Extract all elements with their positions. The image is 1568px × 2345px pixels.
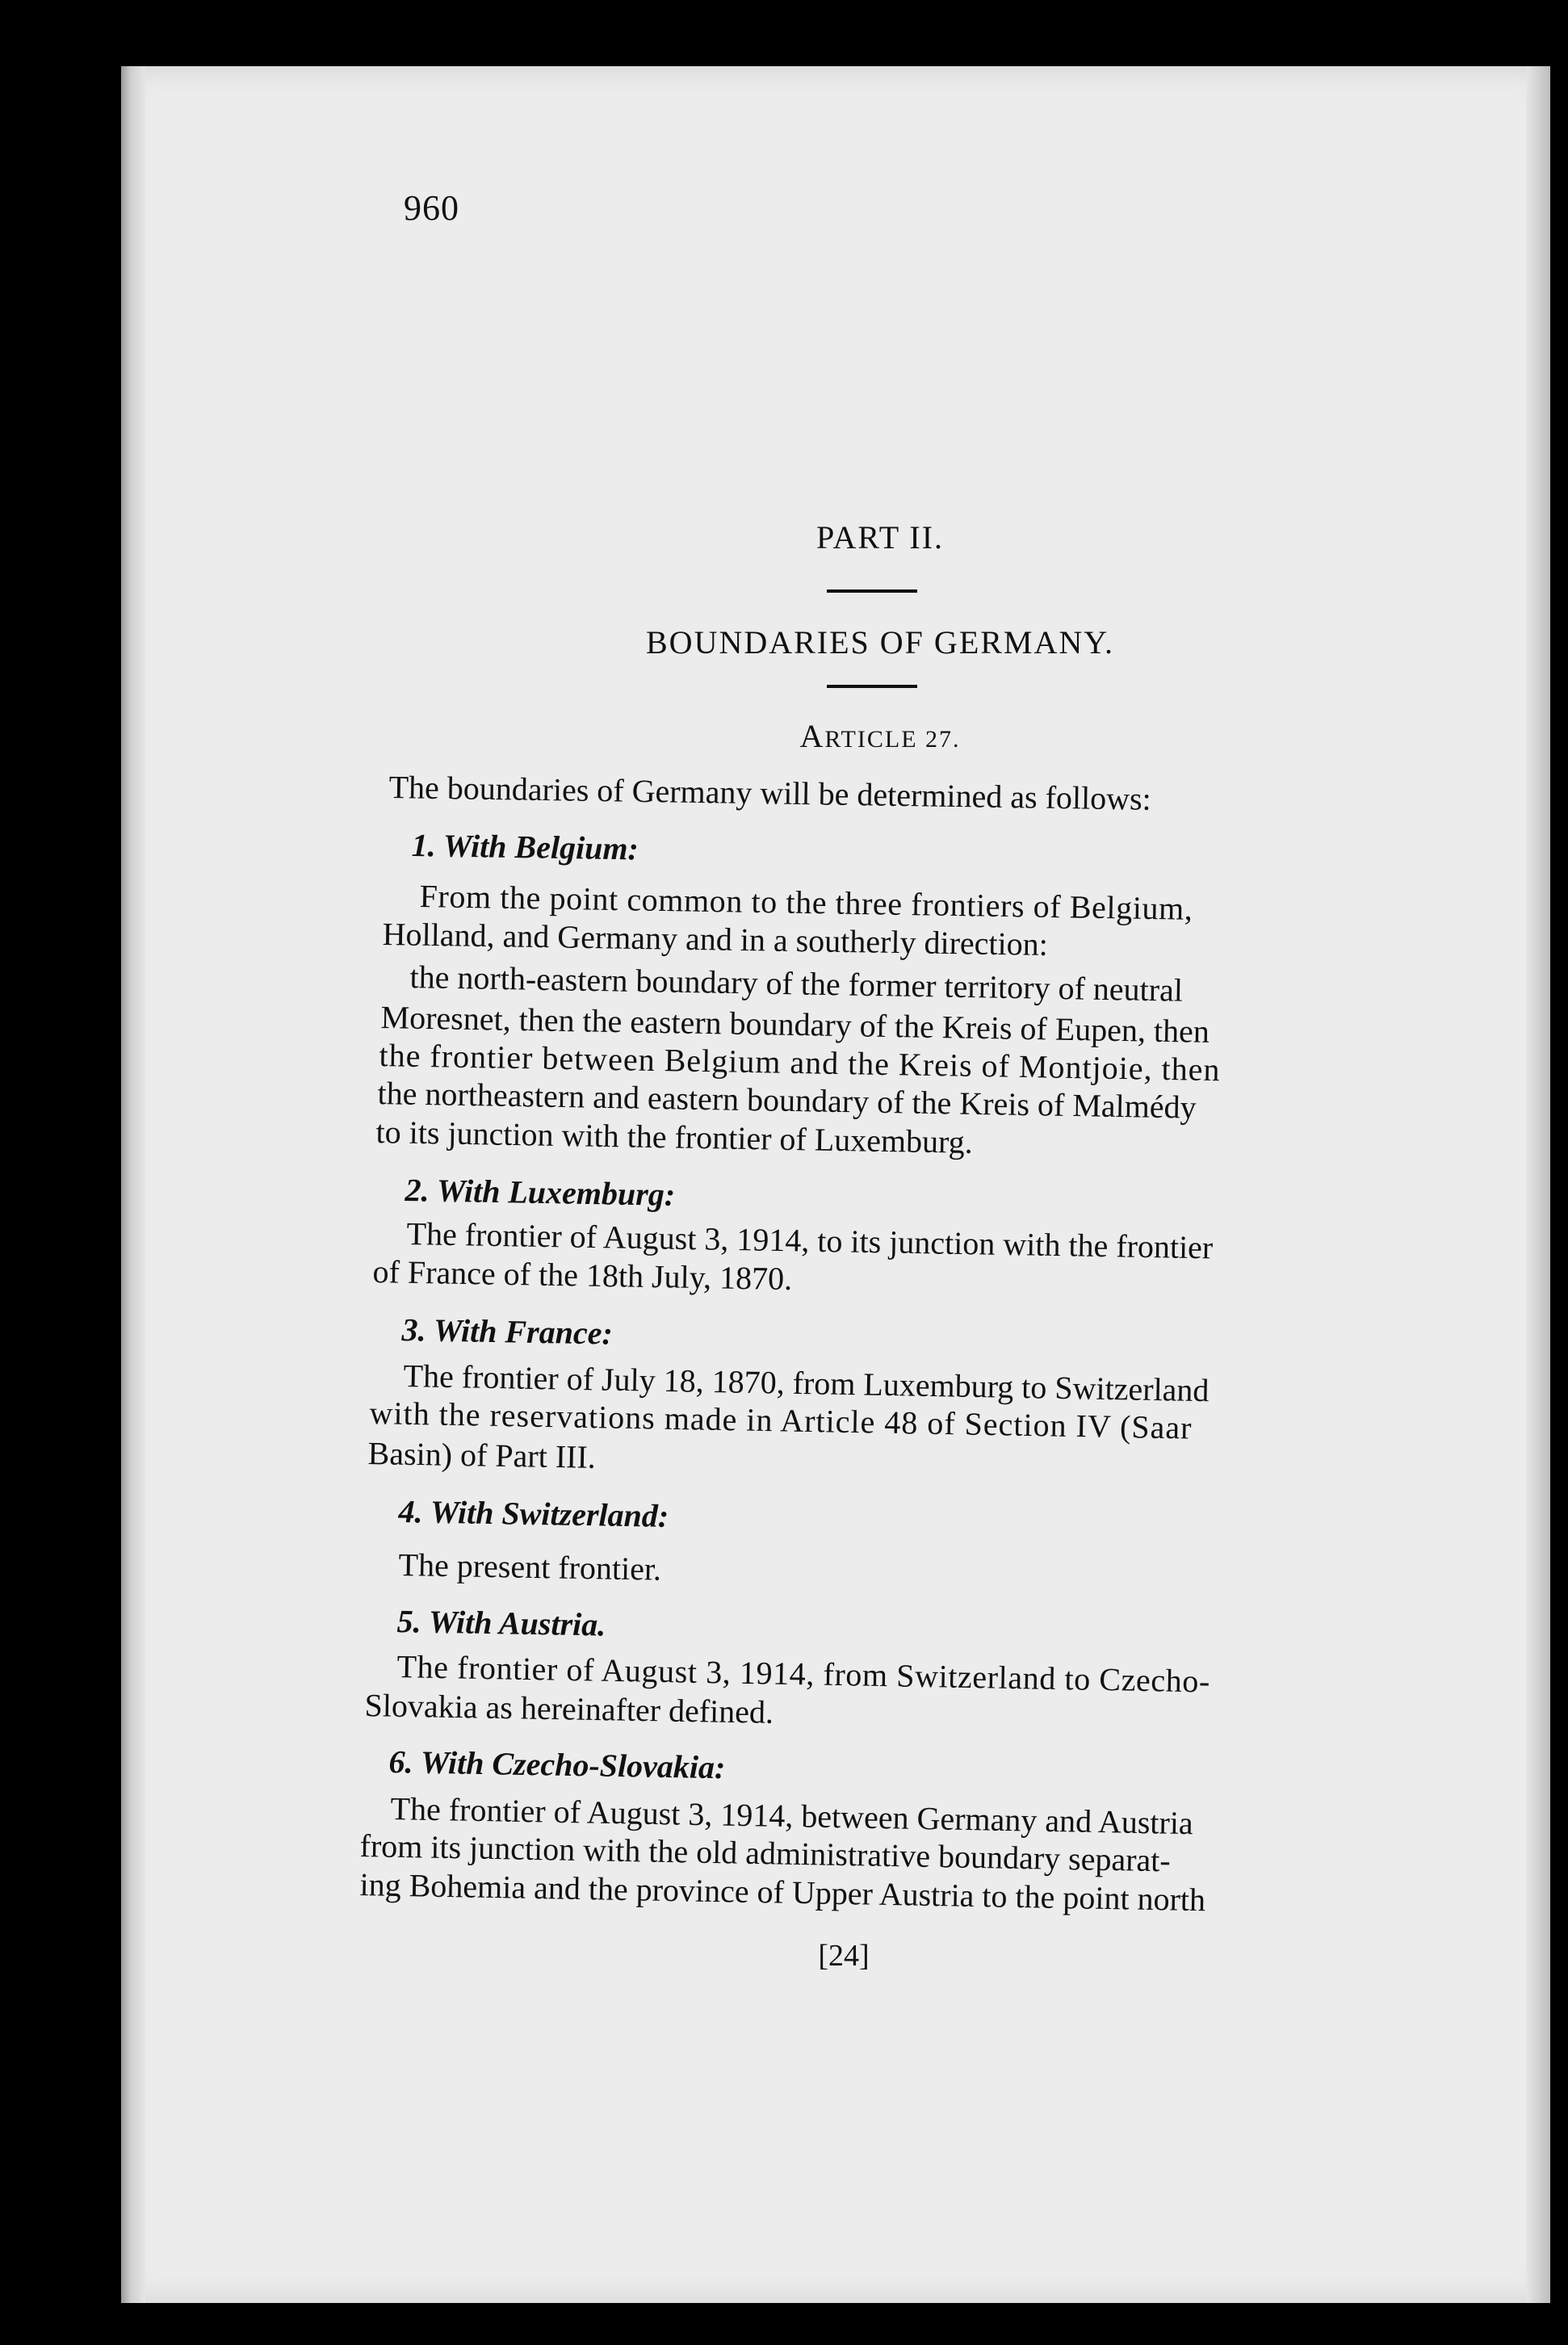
body-line: Holland, and Germany and in a southerly direction:	[382, 916, 1049, 963]
body-line: of France of the 18th July, 1870.	[372, 1253, 793, 1298]
body-line: The present frontier.	[398, 1546, 662, 1588]
body-line: to its junction with the frontier of Luxemburg.	[375, 1114, 974, 1160]
article-title-initial: A	[799, 718, 825, 754]
subheading-austria: 5. With Austria.	[396, 1603, 606, 1643]
folio-number: [24]	[818, 1939, 870, 1973]
subheading-france: 3. With France:	[401, 1311, 614, 1352]
subheading-belgium: 1. With Belgium:	[411, 827, 639, 867]
title-rule-upper	[827, 589, 917, 593]
body-line: Moresnet, then the eastern boundary of the Kreis of Eupen, then	[380, 999, 1210, 1050]
subheading-luxemburg: 2. With Luxemburg:	[405, 1172, 676, 1213]
article-title	[0, 717, 1568, 755]
body-line: Slovakia as hereinafter defined.	[364, 1687, 774, 1730]
body-line: from its junction with the old administrative boundary separat-	[359, 1827, 1172, 1879]
body-line: ing Bohemia and the province of Upper Austria to the point north	[359, 1866, 1206, 1919]
body-line: The frontier of July 18, 1870, from Luxemburg to Switzerland	[403, 1357, 1210, 1409]
body-line: the north-eastern boundary of the former territory of neutral	[409, 959, 1184, 1009]
body-line: The frontier of August 3, 1914, to its junction with the frontier	[406, 1215, 1214, 1266]
title-rule-lower	[827, 685, 917, 688]
body-line: the northeastern and eastern boundary of the Kreis of Malmédy	[377, 1075, 1197, 1126]
article-title-rest: RTICLE 27.	[824, 726, 961, 753]
subheading-czecho-slovakia: 6. With Czecho-Slovakia:	[388, 1743, 726, 1786]
body-line: Basin) of Part III.	[367, 1435, 597, 1475]
body-line: with the reservations made in Article 48 of Section IV (Saar	[369, 1395, 1193, 1446]
body-line: The boundaries of Germany will be determined as follows:	[388, 769, 1152, 817]
body-line: The frontier of August 3, 1914, between Germany and Austria	[390, 1790, 1194, 1842]
part-title: PART II.	[815, 519, 945, 556]
body-line: From the point common to the three frontiers of Belgium,	[419, 878, 1193, 927]
body-line: the frontier between Belgium and the Kreis of Montjoie, then	[379, 1037, 1221, 1089]
page-number: 960	[404, 188, 459, 228]
section-title: BOUNDARIES OF GERMANY.	[646, 624, 1114, 661]
body-line: The frontier of August 3, 1914, from Switzerland to Czecho-	[396, 1648, 1211, 1700]
subheading-switzerland: 4. With Switzerland:	[398, 1493, 669, 1534]
